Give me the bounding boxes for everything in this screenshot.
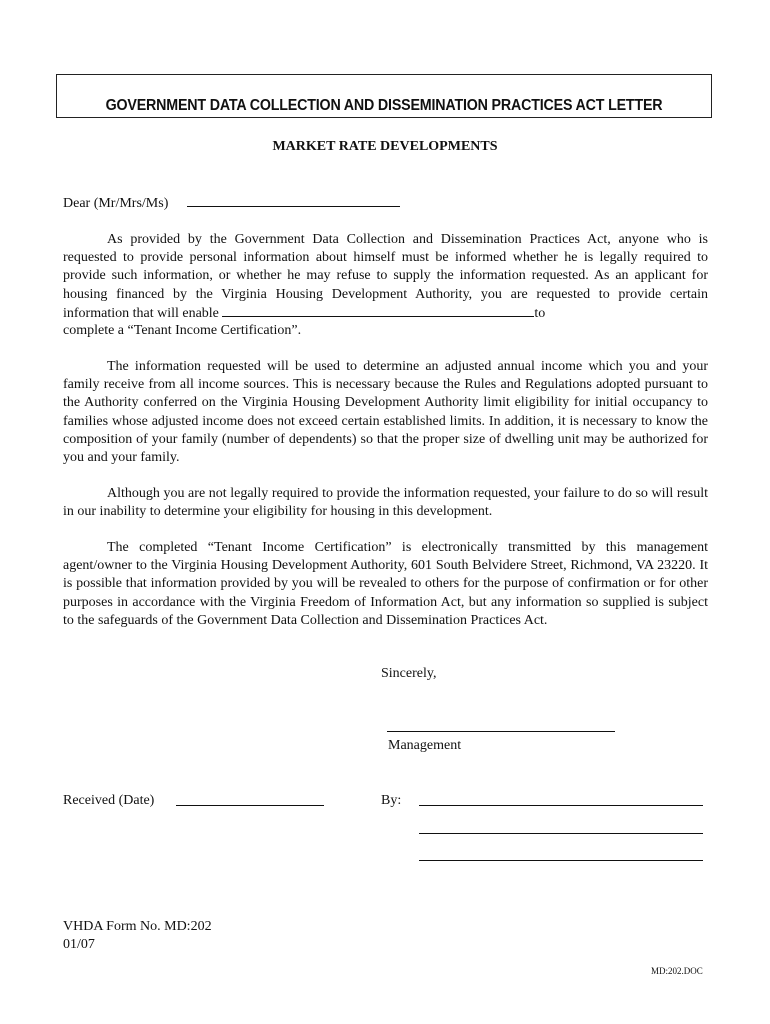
document-title: GOVERNMENT DATA COLLECTION AND DISSEMINATION PRACTICES ACT LETTER [105,97,663,114]
by-field-line-3[interactable] [419,860,703,861]
signature-label: Management [388,738,462,753]
paragraph-1-to: to [534,305,546,321]
received-date-field[interactable] [176,805,324,806]
form-number: VHDA Form No. MD:202 [63,919,212,934]
provider-name-blank[interactable] [222,304,534,317]
received-date-label: Received (Date) [63,793,155,808]
document-subtitle: MARKET RATE DEVELOPMENTS [272,139,498,154]
paragraph-4: The completed “Tenant Income Certification” is electronically transmitted by this management agent/owner to the Virginia Housing Development Authority, 601 South Belvidere Street, Richmond, VA 23220. It is possible that information provided by you will be revealed to others for the purpose of confirmation or for other purposes in accordance with the Virginia Freedom of Information Act, but any information so supplied is subject to the safeguards of the Government Data Collection and Dissemination Practices Act. [63,540,708,628]
by-label: By: [381,793,402,808]
by-field-line-1[interactable] [419,805,703,806]
paragraph-2: The information requested will be used to determine an adjusted annual income which you and your family receive from all income sources. This is necessary because the Rules and Regulations adopted pursuant to the Authority conferred on the Virginia Housing Development Authority limit eligibility for initial occupancy to families whose adjusted income does not exceed certain established limits. In addition, it is necessary to know the composition of your family (number of dependents) so that the proper size of dwelling unit may be authorized for you and your family. [63,359,708,466]
form-date: 01/07 [63,937,95,952]
doc-code: MD:202.DOC [651,966,703,976]
signature-line[interactable] [387,731,615,732]
salutation-label: Dear (Mr/Mrs/Ms) [63,196,169,211]
paragraph-3: Although you are not legally required to provide the information requested, your failure to do so will result in our inability to determine your eligibility for housing in this development. [63,486,708,520]
paragraph-1 [63,231,708,323]
by-field-line-2[interactable] [419,833,703,834]
salutation [63,195,168,213]
title-box [56,74,712,118]
salutation-name-blank[interactable] [187,206,400,207]
closing: Sincerely, [381,666,437,681]
paragraph-1-text: As provided by the Government Data Collection and Dissemination Practices Act, anyone who is requested to provide personal information about himself must be informed whether he is legally required to provide such information, or whether he may refuse to supply the information requested. As an applicant for housing financed by the Virginia Housing Development Authority, you are requested to provide certain information that will enable [63,232,708,321]
paragraph-1-last-line: complete a “Tenant Income Certification”. [63,323,302,338]
